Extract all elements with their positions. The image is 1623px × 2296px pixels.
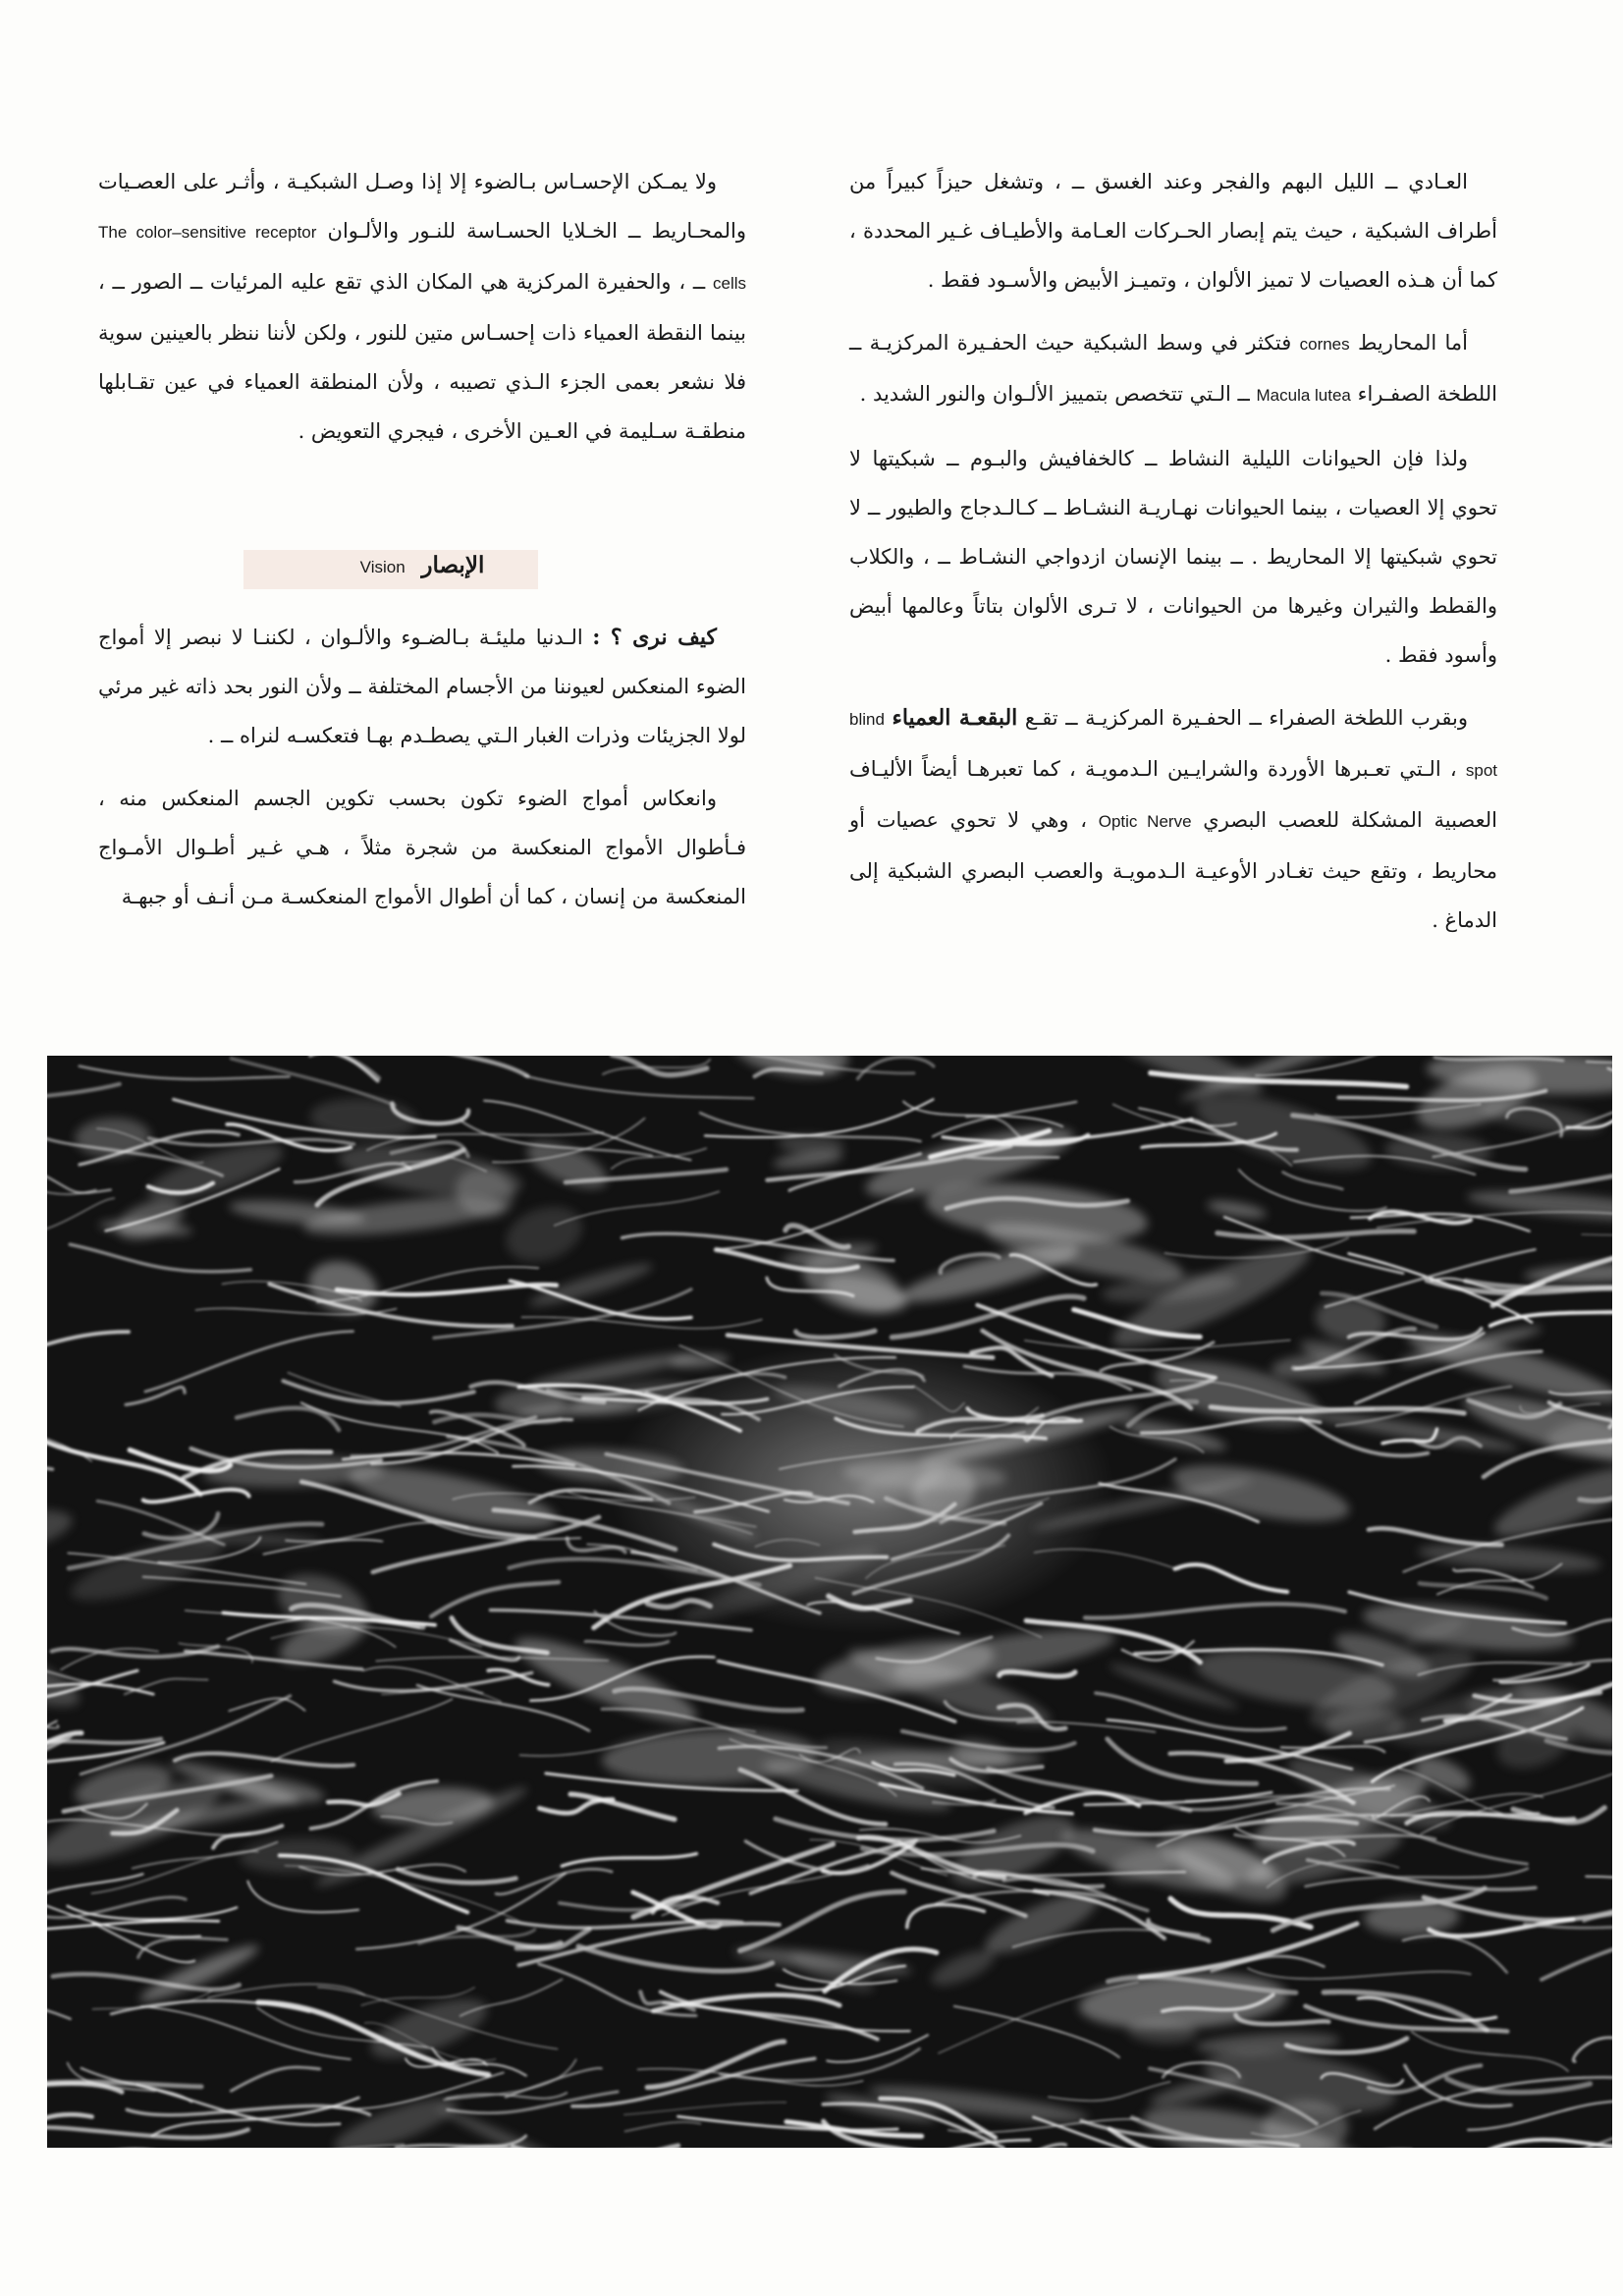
term-blind-spot-arabic: البقعـة العمياء [892, 705, 1018, 731]
left-paragraph-1 [98, 157, 746, 456]
how-do-we-see-lead: كيف نرى ؟ : [592, 625, 717, 650]
left-paragraph-1-end: ــ ، والحفيرة المركزية هي المكان الذي تقع عليه المرئيات ــ الصور ــ ، بينما النقطة العمياء ذات إحسـاس متين للنور ، ولكن لأننا ننظر بالعينين سوية فلا نشعر بعمى الجزء الـذي تصيبه ، ولأن المنطقة العمياء في عين تقـابلها منطقـة سـليمة في العـين الأخرى ، فيجري التعويض . [98, 270, 746, 443]
section-title [360, 538, 485, 595]
left-text-column [98, 157, 746, 935]
right-paragraph-1-text: العـادي ــ الليل البهم والفجر وعند الغسق ــ ، وتشغل حيزاً كبيراً من أطراف الشبكية ، حيث يتم إبصار الحـركات العـامة والأطيـاف غـير المحددة ، كما أن هـذه العصيات لا تميز الألوان ، وتميـز الأبيض والأسـود فقط . [849, 170, 1497, 292]
right-paragraph-1 [849, 157, 1497, 304]
section-heading [98, 538, 746, 593]
retina-micrograph-image [47, 1056, 1612, 2148]
term-optic-nerve: Optic Nerve [1098, 812, 1192, 831]
left-paragraph-3-text: وانعكاس أمواج الضوء تكون بحسب تكوين الجسم المنعكس منه ، فـأطوال الأمواج المنعكسة من شجرة مثلاً ، هـي غـير أطـوال الأمـواج المنعكسة من إنسان ، كما أن أطوال الأمواج المنعكسـة مـن أنـف أو جبهـة [98, 787, 746, 908]
term-macula-lutea: Macula lutea [1256, 386, 1351, 405]
term-receptor-cells: The color–sensitive receptor cells [98, 223, 746, 293]
micrograph-texture [47, 1056, 1612, 2148]
right-paragraph-3-text: ولذا فإن الحيوانات الليلية النشاط ــ كالخفافيش والبـوم ــ شبكيتها لا تحوي إلا العصيات ، بينما الحيوانات نهـاريـة النشـاط ــ كـالـدجاج والطيور ــ لا تحوي شبكيتها إلا المحاريط . ــ بينما الإنسان ازدواجي النشـاط ــ ، والكلاب والقطط والثيران وغيرها من الحيوانات ، لا تـرى الألوان بتاتاً وعالمها أبيض وأسود فقط . [849, 447, 1497, 667]
term-cornes: cornes [1299, 335, 1350, 354]
term-blind-spot: blind spot [849, 710, 1497, 780]
section-title-arabic: الإبصار [421, 552, 485, 578]
right-paragraph-4 [849, 693, 1497, 945]
right-paragraph-2-start: أما المحاريط [1357, 331, 1468, 355]
right-paragraph-4-mid: ، الـتي تعـبرها الأوردة والشرايـين الـدمويـة ، كما تعبرهـا أيضاً الأليـاف العصبية المشكلة للعصب البصري [849, 757, 1497, 832]
left-paragraph-2-text: الـدنيا مليئـة بـالضـوء والألـوان ، لكننـا لا نبصر إلا أمواج الضوء المنعكس لعيوننا من الأجسام المختلفة ــ ولأن النور بحد ذاته غير مرئي لولا الجزيئات وذرات الغبار الـتي يصطـدم بهـا فتعكسـه لنراه ــ . [98, 626, 746, 747]
right-text-column [849, 157, 1497, 958]
left-paragraph-1-start: ولا يمـكن الإحسـاس بـالضوء إلا إذا وصـل الشبكيـة ، وأثـر على العصـيات والمحـاريط ــ الخـلايا الحسـاسة للنـور والألـوان [98, 170, 746, 243]
right-paragraph-2-mid: فتكثر في وسط الشبكية حيث الحفـيرة المركزيـة ــ اللطخة الصفـراء [849, 331, 1497, 406]
left-paragraph-3 [98, 774, 746, 921]
right-paragraph-4-end: ، وهي لا تحوي عصيات أو محاريط ، وتقع حيث تغـادر الأوعيـة الـدمويـة والعصب البصري الشبكية إلى الدماغ . [849, 808, 1497, 932]
right-paragraph-2 [849, 318, 1497, 420]
right-paragraph-2-end: ــ الـتي تتخصص بتمييز الألـوان والنور الشديد . [859, 382, 1250, 406]
right-paragraph-3 [849, 434, 1497, 680]
left-paragraph-2 [98, 613, 746, 760]
right-paragraph-4-start: وبقرب اللطخة الصفراء ــ الحفـيرة المركزيـة ــ تقـع [1024, 706, 1468, 730]
section-title-english: Vision [359, 558, 406, 576]
